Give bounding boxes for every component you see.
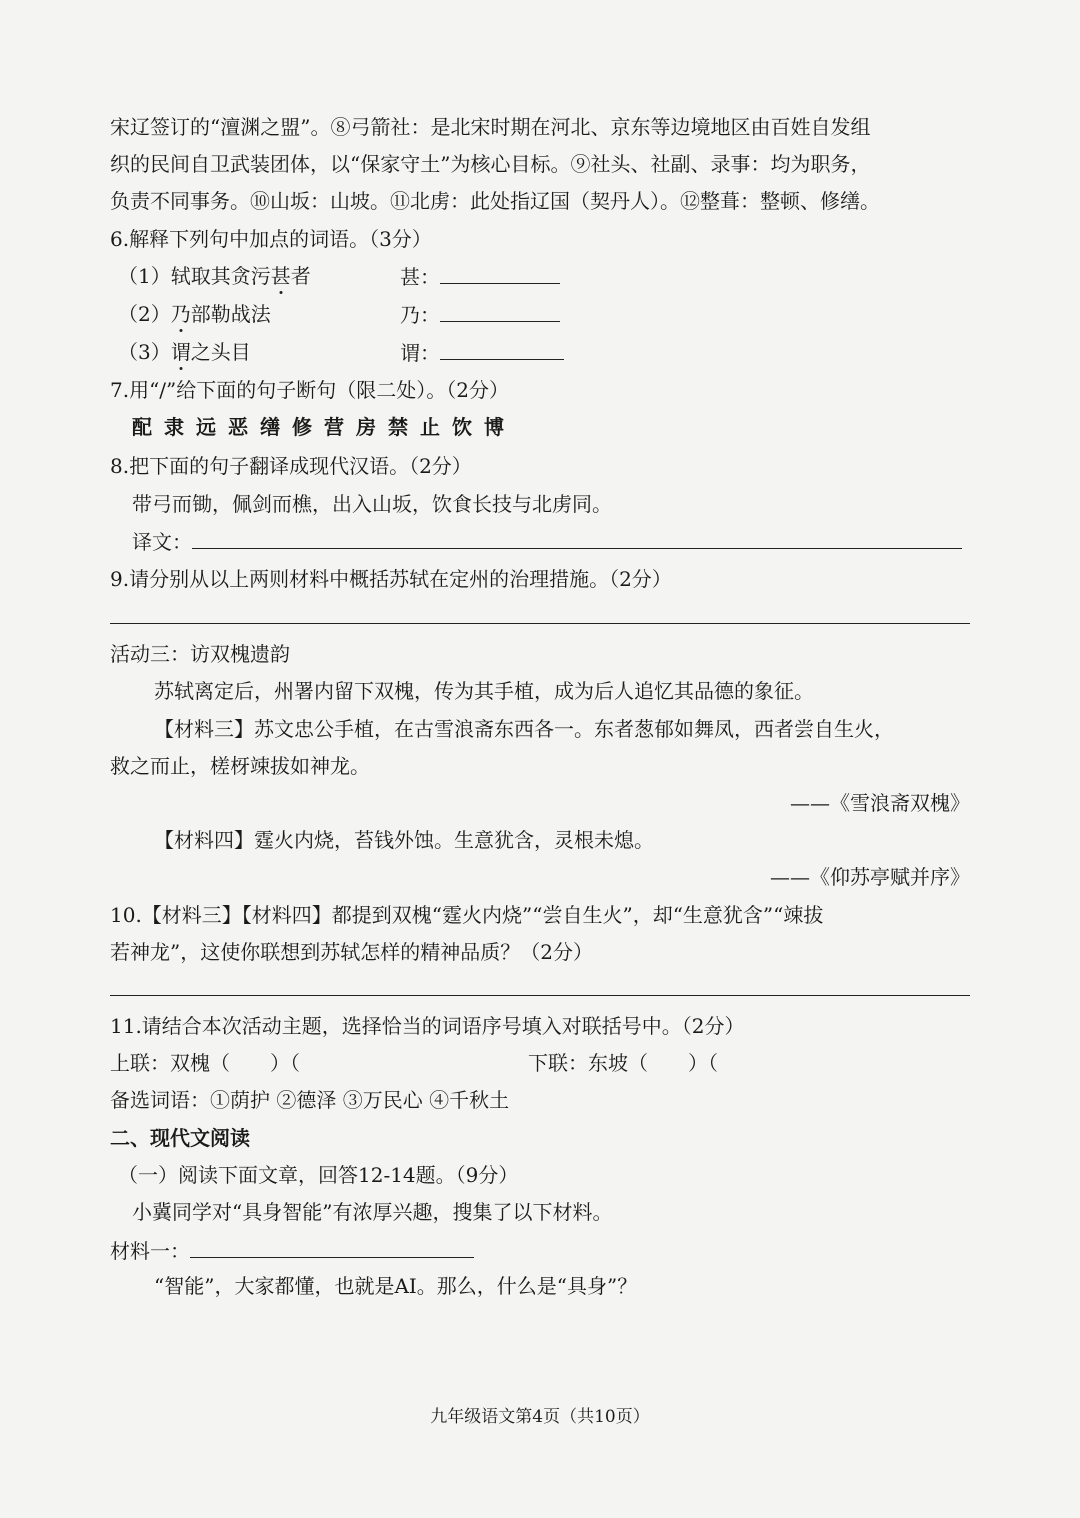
q6-item-1-dotted-word: 甚: [270, 264, 291, 288]
q6-item-2-post: 部勒战法: [190, 302, 271, 326]
q11-upper-couplet[interactable]: 上联：双槐（ ）（: [110, 1051, 300, 1075]
q9-answer-line[interactable]: [110, 623, 970, 624]
material-1-label: 材料一：: [110, 1239, 190, 1263]
q6-item-3-blank[interactable]: [440, 339, 564, 360]
q6-item-3-answer: [400, 339, 564, 366]
section-2-subtitle: （一）阅读下面文章，回答12-14题。（9分）: [118, 1163, 519, 1187]
q6-item-1-blank[interactable]: [440, 263, 560, 284]
material-4-line-1: 【材料四】霆火内烧，苔钱外蚀。生意犹含，灵根未熄。: [154, 828, 654, 852]
q7-sentence: 配隶远恶缮修营房禁止饮博: [132, 415, 516, 439]
q6-item-1-word: 甚：: [400, 265, 440, 289]
q8-answer-line: [132, 528, 970, 555]
q6-item-1-pre: 轼取其贪污: [170, 264, 271, 288]
q10-answer-line[interactable]: [110, 995, 970, 996]
q6-item-3-post: 之头目: [190, 340, 251, 364]
material-1-title-blank[interactable]: [190, 1237, 474, 1258]
section-2-intro: 小冀同学对“具身智能”有浓厚兴趣，搜集了以下材料。: [132, 1200, 613, 1224]
material-3-line-1: 【材料三】苏文忠公手植，在古雪浪斋东西各一。东者葱郁如舞凤，西者尝自生火，: [154, 717, 894, 741]
q6-item-2-num: （2）: [118, 302, 171, 326]
note-line-1: 宋辽签订的“澶渊之盟”。⑧弓箭社：是北宋时期在河北、京东等边境地区由百姓自发组: [110, 115, 871, 139]
material-1-line: [110, 1237, 970, 1264]
q6-item-1: [118, 263, 978, 289]
q6-item-2: [118, 301, 978, 327]
section-2-title: 二、现代文阅读: [110, 1126, 250, 1150]
q8-sentence: 带弓而锄，佩剑而樵，出入山坂，饮食长技与北虏同。: [132, 492, 612, 516]
material-3-source: ——《雪浪斋双槐》: [790, 791, 970, 815]
q6-item-3-num: （3）: [118, 340, 171, 364]
q6-item-2-answer: [400, 301, 560, 328]
q6-item-1-answer: [400, 263, 560, 290]
question-11-stem: 11.请结合本次活动主题，选择恰当的词语序号填入对联括号中。（2分）: [110, 1014, 745, 1038]
q11-lower-couplet[interactable]: 下联：东坡（ ）（: [528, 1051, 718, 1075]
activity-3-intro: 苏轼离定后，州署内留下双槐，传为其手植，成为后人追忆其品德的象征。: [154, 679, 814, 703]
q11-couplet: [110, 1050, 970, 1076]
question-6-stem: 6.解释下列句中加点的词语。（3分）: [110, 227, 432, 251]
note-line-2: 织的民间自卫武装团体，以“保家守土”为核心目标。⑨社头、社副、录事：均为职务，: [110, 152, 871, 176]
material-4-source: ——《仰苏亭赋并序》: [770, 865, 970, 889]
q6-item-2-word: 乃：: [400, 303, 440, 327]
q6-item-2-dotted-word: 乃: [170, 302, 191, 326]
q8-answer-blank[interactable]: [192, 528, 962, 549]
material-3-line-2: 救之而止，槎枒竦拔如神龙。: [110, 754, 370, 778]
material-1-first-line: “智能”，大家都懂，也就是AI。那么，什么是“具身”？: [154, 1274, 638, 1298]
question-10-line-2: 若神龙”，这使你联想到苏轼怎样的精神品质？（2分）: [110, 940, 593, 964]
q6-item-2-blank[interactable]: [440, 301, 560, 322]
q6-item-3-dotted-word: 谓: [170, 340, 191, 364]
question-9-stem: 9.请分别从以上两则材料中概括苏轼在定州的治理措施。（2分）: [110, 567, 672, 591]
question-7-stem: 7.用“/”给下面的句子断句（限二处）。（2分）: [110, 378, 509, 402]
q8-answer-label: 译文：: [132, 530, 192, 554]
q6-item-3: [118, 339, 978, 365]
note-line-3: 负责不同事务。⑩山坂：山坡。⑪北虏：此处指辽国（契丹人）。⑫整葺：整顿、修缮。: [110, 189, 880, 213]
question-8-stem: 8.把下面的句子翻译成现代汉语。（2分）: [110, 454, 472, 478]
activity-3-title: 活动三：访双槐遗韵: [110, 642, 290, 666]
q6-item-1-num: （1）: [118, 264, 171, 288]
q11-options: 备选词语：①荫护 ②德泽 ③万民心 ④千秋土: [110, 1088, 510, 1112]
q6-item-1-post: 者: [290, 264, 311, 288]
question-10-line-1: 10.【材料三】【材料四】都提到双槐“霆火内烧”“尝自生火”，却“生意犹含”“竦拔: [110, 903, 824, 927]
page-footer: 九年级语文第4页（共10页）: [430, 1407, 650, 1427]
q6-item-3-word: 谓：: [400, 341, 440, 365]
